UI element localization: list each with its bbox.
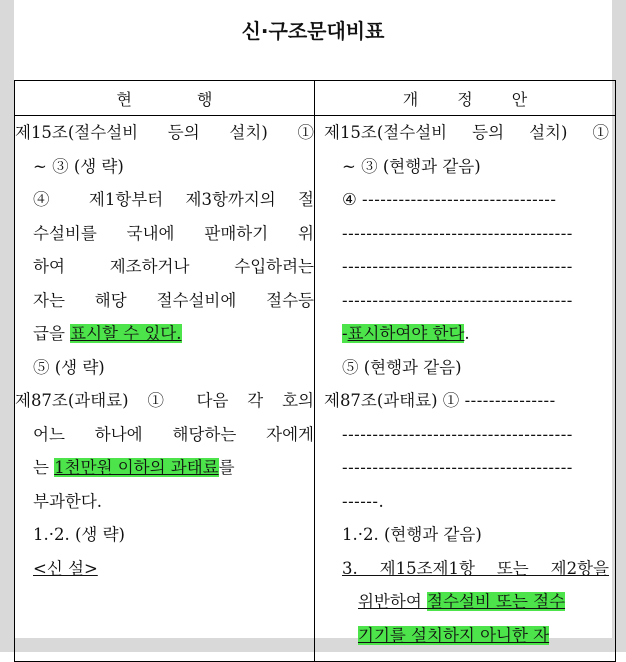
left-margin [0,0,14,652]
revised-line: -------------------------------------- [342,458,573,477]
revised-line: 제15조(절수설비 등의 설치) ① [324,123,609,142]
current-line: 제87조(과태료) ① 다음 각 호의 [15,391,314,410]
revised-line: -------------------------------------- [342,424,573,444]
highlighted-text: 절수설비 또는 절수 [427,592,566,611]
highlighted-text: 표시할 수 있다. [70,324,182,343]
revised-line: ④ -------------------------------- [342,190,557,209]
page-title: 신·구조문대비표 [241,19,385,43]
revised-line: -표시하여야 한다. [342,324,470,343]
comparison-table [14,80,616,662]
highlighted-text: 1천만원 이하의 과태료 [54,458,219,477]
highlighted-text: 기기를 설치하지 아니한 자 [358,625,550,645]
revised-line: ~ ③ (현행과 같음) [342,156,481,176]
header-current: 현 행 [15,81,315,116]
current-line: <신 설> [33,558,98,578]
current-line: 급을 표시할 수 있다. [33,324,182,343]
current-line: 하여 제조하거나 수입하려는 [33,257,314,276]
revised-line: -------------------------------------- [342,223,573,243]
current-line: ~ ③ (생 략) [33,156,124,176]
current-line: 부과한다. [33,491,103,511]
current-line: ④ 제1항부터 제3항까지의 절 [33,190,314,209]
revised-line: -------------------------------------- [342,257,573,276]
revised-line: ⑤ (현행과 같음) [342,357,462,377]
current-line: 어느 하나에 해당하는 자에게 [33,424,314,444]
current-line: 수설비를 국내에 판매하기 위 [33,223,314,243]
current-line: 1.·2. (생 략) [33,525,125,544]
revised-line: 1.·2. (현행과 같음) [342,525,482,544]
revised-column [315,116,616,662]
header-revised: 개 정 안 [315,81,616,116]
current-line: 는 1천만원 이하의 과태료를 [33,458,235,477]
current-line: 자는 해당 절수설비에 절수등 [33,290,314,310]
revised-line: ------. [342,491,385,511]
current-column [15,116,315,662]
table-header-row [15,81,616,116]
highlighted-text: 표시하여야 한다 [347,324,465,343]
revised-line: 제87조(과태료) ① --------------- [324,391,556,410]
table-body-row [15,116,616,662]
current-line: ⑤ (생 략) [33,357,105,377]
revised-line: 3. 제15조제1항 또는 제2항을 [342,558,609,578]
current-line: 제15조(절수설비 등의 설치) ① [15,123,314,142]
revised-line [324,619,609,653]
revised-line: 위반하여 절수설비 또는 절수 [358,592,566,611]
revised-line: -------------------------------------- [342,290,573,310]
